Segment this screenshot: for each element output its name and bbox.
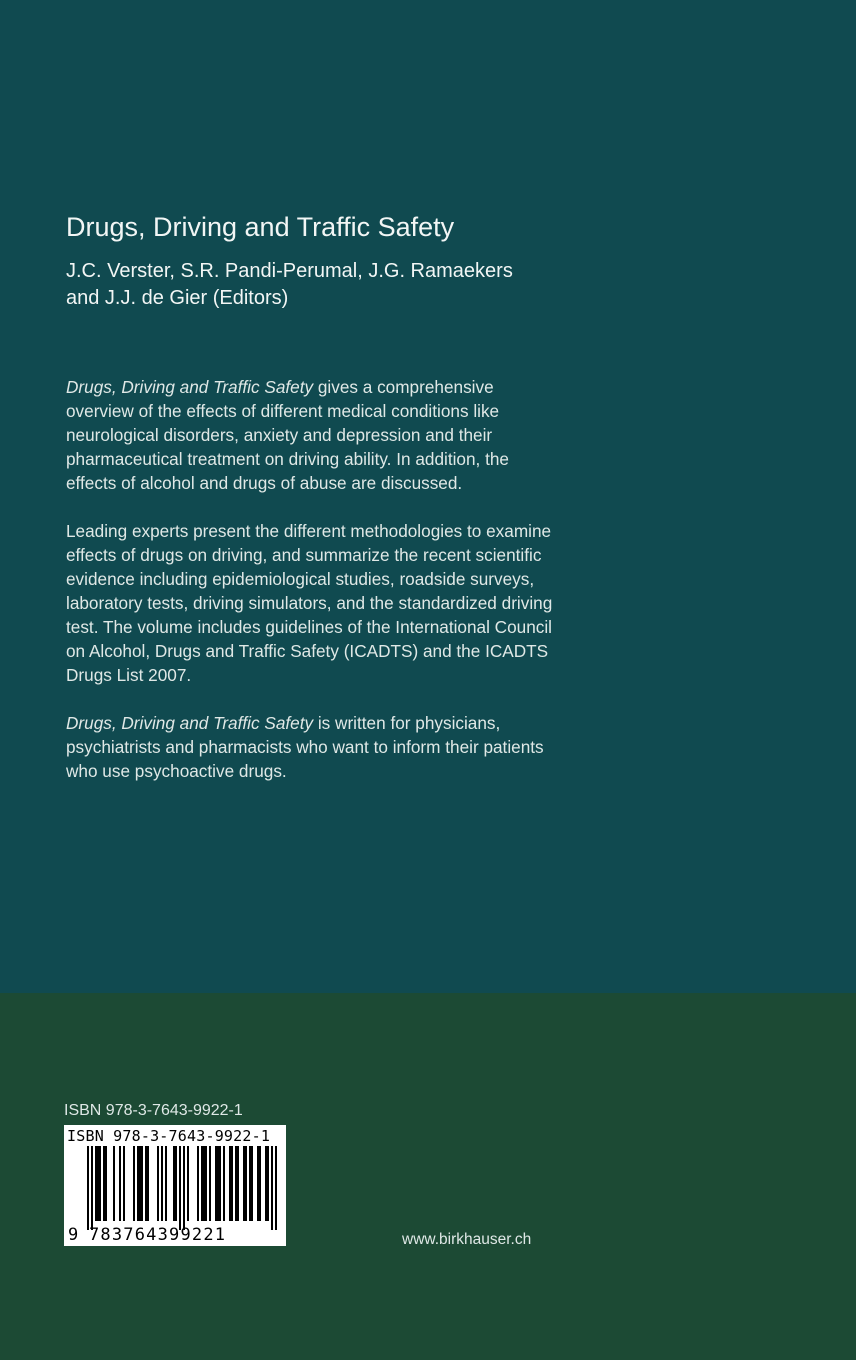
barcode-bar [161,1146,163,1221]
book-title: Drugs, Driving and Traffic Safety [66,212,455,242]
barcode-bar [99,1146,101,1221]
description-title-italic: Drugs, Driving and Traffic Safety [66,713,314,733]
barcode-bar [243,1146,245,1221]
barcode-bar [203,1146,205,1221]
barcode-bar [139,1146,141,1221]
barcode-bar [197,1146,199,1221]
barcode-bar [187,1146,189,1221]
barcode-bar [245,1146,247,1221]
barcode-bar [267,1146,269,1221]
barcode-bar [147,1146,149,1221]
barcode-guard-bar [87,1146,89,1230]
editors-line-2: and J.J. de Gier (Editors) [66,287,289,309]
book-description [66,375,561,807]
barcode-bar [175,1146,177,1221]
barcode-bar [251,1146,253,1221]
barcode-guard-bar [275,1146,277,1230]
description-paragraph-2: Leading experts present the different methodologies to examine effects of drugs on driving, and summarize the recent scientific evidence including epidemiological studies, roadside surveys, laboratory tests, driving simulators, and the standardized driving test. The volume includes guidelines of the International Council on Alcohol, Drugs and Traffic Safety (ICADTS) and the ICADTS Drugs List 2007. [66,521,553,685]
description-text: gives a comprehensive overview of the effects of different medical conditions like neurological disorders, anxiety and depression and their pharmaceutical treatment on driving ability. In addition, the effects of alcohol and drugs of abuse are discussed. [66,377,509,493]
barcode-bar [249,1146,251,1221]
barcode-bar [205,1146,207,1221]
description-title-italic: Drugs, Driving and Traffic Safety [66,377,314,397]
barcode-bar [165,1146,167,1221]
barcode-guard-bar [271,1146,273,1230]
barcode-bar [209,1146,211,1221]
publisher-url[interactable]: www.birkhauser.ch [402,1231,532,1248]
description-paragraph-3 [66,711,561,783]
barcode-bar [237,1146,239,1221]
barcode-bar [123,1146,125,1221]
barcode-bar [119,1146,121,1221]
barcode-guard-bar [179,1146,181,1230]
barcode-bar [141,1146,143,1221]
barcode-guard-bar [91,1146,93,1230]
description-paragraph-1 [66,375,561,495]
barcode-isbn-text: ISBN 978-3-7643-9922-1 [67,1127,271,1145]
editors-line-1: J.C. Verster, S.R. Pandi-Perumal, J.G. Ramaekers [66,260,513,282]
barcode-bar [219,1146,221,1221]
barcode-bar [145,1146,147,1221]
barcode-guard-bar [183,1146,185,1230]
barcode-bar [137,1146,139,1221]
barcode-digits: 783764399221 [89,1225,227,1245]
barcode-bar [265,1146,267,1221]
barcode-bar [235,1146,237,1221]
barcode-bar [223,1146,225,1221]
barcode-bar [259,1146,261,1221]
barcode-bar [229,1146,231,1221]
barcode-bar [97,1146,99,1221]
isbn-label: ISBN 978-3-7643-9922-1 [64,1102,243,1119]
barcode-bar [103,1146,105,1221]
barcode-first-digit: 9 [68,1225,79,1245]
barcode-bar [231,1146,233,1221]
description-text: is written for physicians, psychiatrists and pharmacists who want to inform their patients who use psychoactive drugs. [66,713,544,781]
barcode-bar [201,1146,203,1221]
barcode-bar [105,1146,107,1221]
barcode-bar [157,1146,159,1221]
barcode-bar [215,1146,217,1221]
barcode-bar [173,1146,175,1221]
barcode-bar [257,1146,259,1221]
barcode-bar [113,1146,115,1221]
isbn-barcode [64,1125,286,1246]
barcode-bar [95,1146,97,1221]
editors [66,258,586,312]
barcode-bar [217,1146,219,1221]
barcode-bar [133,1146,135,1221]
